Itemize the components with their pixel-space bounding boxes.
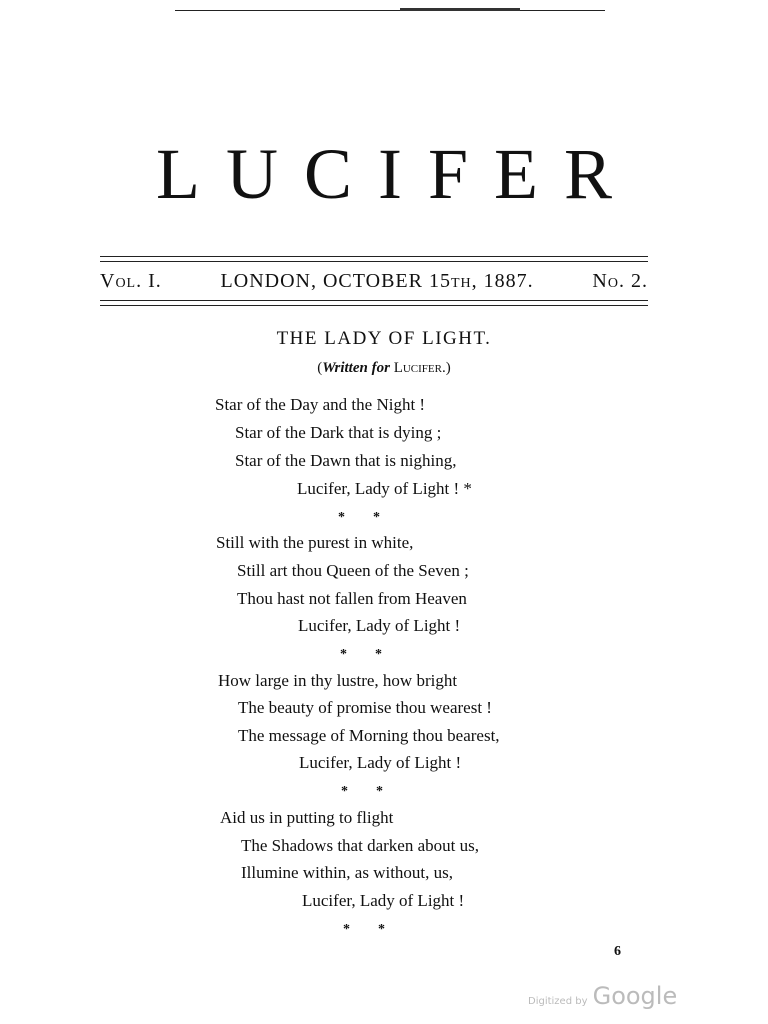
digitized-watermark xyxy=(528,982,677,1010)
poem-line: Lucifer, Lady of Light ! xyxy=(298,616,461,635)
poem-line: Lucifer, Lady of Light ! * xyxy=(297,479,472,498)
place-date: LONDON, OCTOBER xyxy=(220,270,423,292)
masthead-rule-bottom-2 xyxy=(100,305,648,306)
poem-line: The beauty of promise thou wearest ! xyxy=(238,698,492,717)
poem-line: Illumine within, as without, us, xyxy=(241,863,454,882)
watermark-brand: Google xyxy=(592,982,678,1010)
poem-line: Still with the purest in white, xyxy=(216,533,414,552)
poem-line: Lucifer, Lady of Light ! xyxy=(302,891,465,910)
poem-line: The Shadows that darken about us, xyxy=(241,836,479,855)
journal-title: LUCIFER xyxy=(155,134,639,214)
poem-title: THE LADY OF LIGHT. xyxy=(276,328,492,349)
subtitle-italic: Written for xyxy=(322,360,390,376)
watermark-prefix: Digitized by xyxy=(528,996,588,1007)
poem-line: Thou hast not fallen from Heaven xyxy=(237,589,467,608)
stanza-separator: * * xyxy=(340,647,382,662)
top-rule xyxy=(175,10,605,11)
issue-date xyxy=(221,270,534,293)
poem-line: Lucifer, Lady of Light ! xyxy=(299,753,462,772)
top-rule-thick xyxy=(400,8,520,11)
masthead-rule-top-2 xyxy=(100,261,648,262)
stanza-separator: * * xyxy=(341,784,383,799)
poem-line: Star of the Day and the Night ! xyxy=(215,395,426,414)
masthead-rule-top-1 xyxy=(100,256,648,257)
page-number: 6 xyxy=(614,944,621,959)
volume: Vol. I. xyxy=(100,270,162,292)
subtitle-name: Lucifer. xyxy=(393,360,446,376)
masthead-rule-bottom-1 xyxy=(100,300,648,301)
poem-line: The message of Morning thou bearest, xyxy=(238,726,500,745)
poem-line: Aid us in putting to flight xyxy=(220,808,394,827)
poem-line: How large in thy lustre, how bright xyxy=(218,671,458,690)
day-year: 15th, 1887. xyxy=(428,270,534,292)
masthead xyxy=(100,270,648,293)
issue-number: No. 2. xyxy=(592,270,648,292)
poem-line: Still art thou Queen of the Seven ; xyxy=(237,561,469,580)
poem-subtitle: (Written for Lucifer.) xyxy=(317,360,451,376)
stanza-separator: * * xyxy=(338,510,380,525)
poem-line: Star of the Dark that is dying ; xyxy=(235,423,442,442)
poem-line: Star of the Dawn that is nighing, xyxy=(235,451,457,470)
stanza-separator: * * xyxy=(343,922,385,937)
